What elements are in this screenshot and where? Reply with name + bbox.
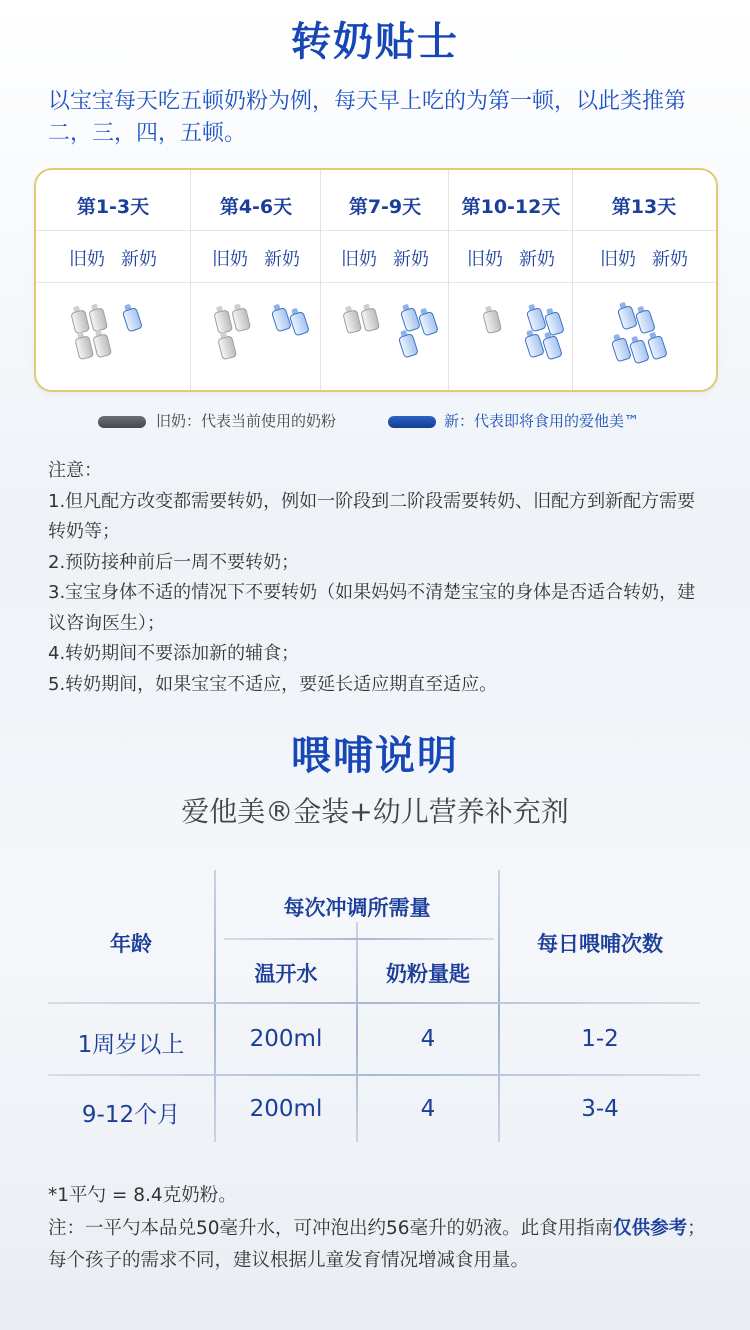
schedule-sublabels [36, 245, 190, 271]
schedule-column [320, 170, 449, 390]
bottle-group [36, 298, 190, 368]
footnote-guide-pre: 注：一平勺本品兑50毫升水，可冲泡出约56毫升的奶液。此食用指南 [48, 1217, 614, 1239]
legend-new-swatch [388, 416, 436, 428]
schedule-day-label: 第13天 [611, 196, 677, 218]
new-milk-label: 新奶 [652, 249, 688, 270]
new-milk-bottle-icon [286, 306, 309, 336]
note-item: 3.宝宝身体不适的情况下不要转奶（如果妈妈不清楚宝宝的身体是否适合转奶，建议咨询医生）； [48, 582, 696, 634]
schedule-day-label: 第4-6天 [219, 196, 293, 218]
new-milk-bottle-icon [415, 306, 438, 336]
schedule-column [190, 170, 321, 390]
divider [48, 1002, 700, 1004]
header-scoops: 奶粉量匙 [386, 962, 470, 986]
feeding-title: 喂哺说明 [291, 733, 459, 779]
schedule-sublabels [449, 245, 573, 271]
cell-water: 200ml [249, 1026, 323, 1052]
schedule-day-label: 第10-12天 [461, 196, 561, 218]
new-milk-label: 新奶 [264, 249, 300, 270]
header-amount-group: 每次冲调所需量 [283, 896, 431, 920]
feeding-table [48, 862, 700, 1148]
cell-age: 1周岁以上 [77, 1032, 185, 1058]
schedule-sublabels [573, 245, 715, 271]
new-milk-label: 新奶 [519, 249, 555, 270]
cell-scoops: 4 [420, 1096, 436, 1122]
legend-new-text: 新：代表即将食用的爱他美™ [444, 412, 640, 430]
footnotes [48, 1180, 713, 1278]
note-item: 4.转奶期间不要添加新的辅食； [48, 643, 300, 664]
note-item: 5.转奶期间，如果宝宝不适应，要延长适应期直至适应。 [48, 673, 498, 695]
schedule-column [572, 170, 715, 390]
old-milk-label: 旧奶 [212, 249, 248, 270]
old-milk-label: 旧奶 [69, 249, 105, 270]
header-times: 每日喂哺次数 [537, 932, 663, 956]
legend-old-text: 旧奶：代表当前使用的奶粉 [156, 412, 337, 430]
divider [48, 1074, 700, 1076]
bottle-group [573, 298, 715, 368]
bottle-group [321, 298, 449, 368]
tips-title: 转奶贴士 [291, 19, 459, 65]
schedule-day-label: 第1-3天 [76, 196, 150, 218]
divider [224, 938, 494, 940]
schedule-column [448, 170, 573, 390]
bottle-group [191, 298, 321, 368]
new-milk-label: 新奶 [121, 249, 157, 270]
cell-age: 9-12个月 [81, 1102, 181, 1128]
schedule-day-label: 第7-9天 [348, 196, 422, 218]
old-milk-label: 旧奶 [467, 249, 503, 270]
notes-block [48, 456, 708, 700]
old-milk-label: 旧奶 [600, 249, 636, 270]
header-age: 年龄 [110, 932, 152, 956]
legend-old-swatch [98, 416, 146, 428]
new-milk-bottle-icon [395, 328, 418, 358]
schedule-column [36, 170, 190, 390]
cell-times: 1-2 [581, 1026, 619, 1052]
footnote-guide [48, 1213, 713, 1278]
old-milk-label: 旧奶 [341, 249, 377, 270]
schedule-sublabels [321, 245, 449, 271]
footnote-scoop: *1平勺 = 8.4克奶粉。 [48, 1185, 237, 1206]
new-milk-bottle-icon [119, 302, 142, 332]
schedule-sublabels [191, 245, 321, 271]
notes-heading: 注意： [48, 460, 102, 481]
cell-water: 200ml [249, 1096, 323, 1122]
footnote-guide-bold: 仅供参考 [613, 1217, 688, 1239]
old-milk-bottle-icon [215, 330, 237, 359]
footnote-guide-post: ；每个孩子的需求不同，建议根据儿童发育情况增减食用量。 [48, 1217, 706, 1271]
old-milk-bottle-icon [480, 304, 502, 333]
new-milk-bottle-icon [632, 304, 655, 334]
tips-intro: 以宝宝每天吃五顿奶粉为例，每天早上吃的为第一顿，以此类推第二，三，四，五顿。 [48, 89, 687, 146]
new-milk-label: 新奶 [393, 249, 429, 270]
cell-scoops: 4 [420, 1026, 436, 1052]
product-name: 爱他美®金装+幼儿营养补充剂 [181, 795, 569, 828]
header-water: 温开水 [254, 962, 318, 986]
new-milk-bottle-icon [539, 330, 562, 360]
note-item: 2.预防接种前后一周不要转奶； [48, 551, 300, 573]
transition-schedule-card [34, 168, 718, 392]
bottle-group [449, 298, 573, 368]
cell-times: 3-4 [581, 1096, 619, 1122]
note-item: 1.但凡配方改变都需要转奶，例如一阶段到二阶段需要转奶、旧配方到新配方需要转奶等； [48, 490, 696, 542]
